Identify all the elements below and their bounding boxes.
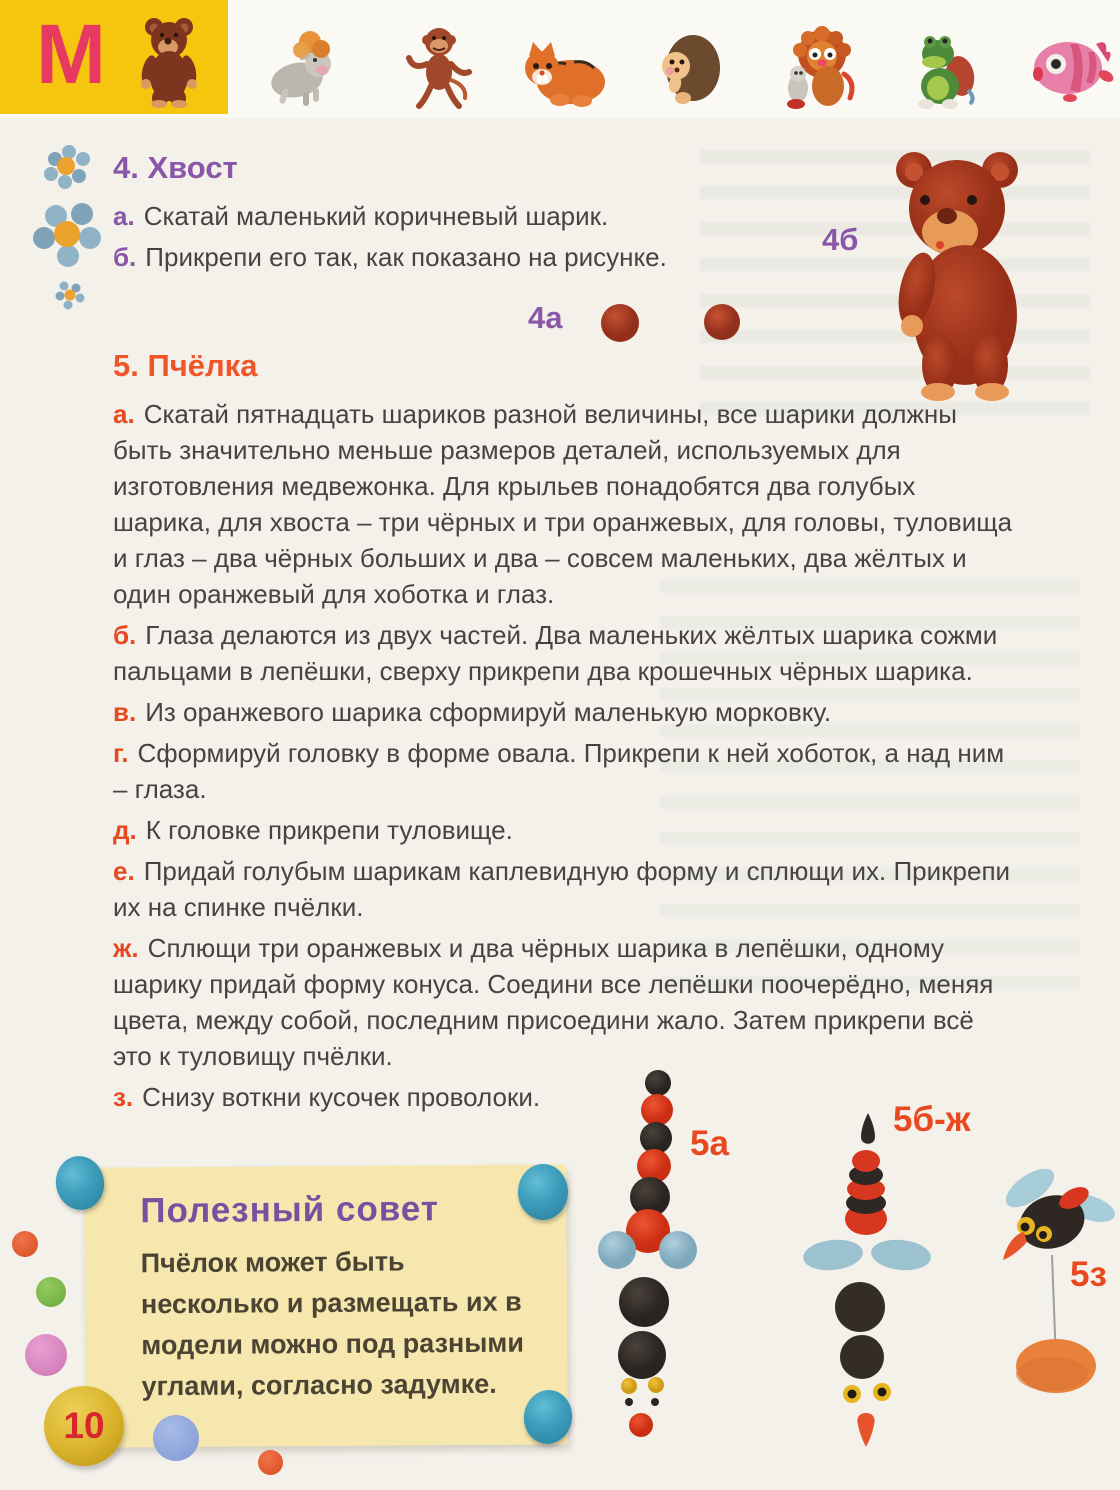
fish-icon bbox=[1026, 32, 1116, 106]
step-item bbox=[113, 239, 853, 275]
tip-box bbox=[84, 1164, 568, 1447]
step-item bbox=[113, 396, 1018, 612]
section-tail bbox=[113, 150, 853, 280]
step-text: Снизу воткни кусочек проволоки. bbox=[142, 1082, 541, 1112]
logo-letter: М bbox=[36, 7, 106, 101]
step-item bbox=[113, 812, 1018, 848]
step-text: Из оранжевого шарика сформируй маленькую морковку. bbox=[145, 697, 832, 727]
monkey-icon bbox=[395, 24, 480, 112]
figure-label-5b-zh: 5б-ж bbox=[893, 1100, 971, 1139]
flower-decorations-icon bbox=[28, 138, 114, 318]
plasticine-ball-orange bbox=[258, 1450, 283, 1475]
step-text: Скатай маленький коричневый шарик. bbox=[143, 201, 609, 231]
step-lead: ж. bbox=[113, 933, 139, 963]
bee-parts-figure bbox=[585, 1060, 735, 1450]
step-lead: б. bbox=[113, 242, 137, 272]
crocodile-icon bbox=[898, 24, 988, 112]
step-lead: б. bbox=[113, 620, 137, 650]
step-lead: з. bbox=[113, 1082, 134, 1112]
cat-icon bbox=[516, 30, 616, 110]
step-lead: в. bbox=[113, 697, 137, 727]
plasticine-pin-icon bbox=[518, 1164, 568, 1220]
step-text: К головке прикрепи туловище. bbox=[145, 815, 513, 845]
step-item bbox=[113, 853, 1018, 925]
step-lead: г. bbox=[113, 738, 129, 768]
header-band bbox=[0, 0, 1120, 118]
step-lead: а. bbox=[113, 399, 135, 429]
plasticine-ball-green bbox=[36, 1277, 66, 1307]
goat-icon bbox=[255, 26, 345, 110]
section-tail-title: 4. Хвост bbox=[113, 150, 238, 185]
plasticine-ball-blue bbox=[153, 1415, 199, 1461]
plasticine-ball-orange bbox=[12, 1231, 38, 1257]
figure-label-4a: 4а bbox=[528, 300, 563, 335]
figure-label-4b: 4б bbox=[822, 222, 859, 257]
figure-label-5z: 5з bbox=[1070, 1255, 1107, 1294]
step-lead: д. bbox=[113, 815, 137, 845]
step-item bbox=[113, 617, 1018, 689]
finished-bee-figure bbox=[990, 1160, 1120, 1410]
step-item bbox=[113, 735, 1018, 807]
step-lead: е. bbox=[113, 856, 135, 886]
lion-icon bbox=[770, 22, 865, 114]
step-item bbox=[113, 694, 1018, 730]
step-item bbox=[113, 198, 853, 234]
step-text: Глаза делаются из двух частей. Два маленьких жёлтых шарика сожми пальцами в лепёшки, сверху прикрепи два крошечных чёрных шарика. bbox=[113, 620, 998, 686]
step-text: Сформируй головку в форме овала. Прикрепи к ней хоботок, а над ним – глаза. bbox=[113, 738, 1005, 804]
step-text: Сплющи три оранжевых и два чёрных шарика в лепёшки, одному шарику придай форму конуса. Соедини все лепёшки поочерёдно, меняя цвета, между собой, последним присоедини жало. Затем прикрепи всё это к туловищу пчёлки. bbox=[113, 933, 994, 1071]
section-bee bbox=[113, 348, 1018, 1120]
plasticine-ball-pink bbox=[25, 1334, 67, 1376]
page-number: 10 bbox=[63, 1405, 105, 1446]
bee-assembly-figure bbox=[800, 1095, 940, 1455]
step-text: Прикрепи его так, как показано на рисунке. bbox=[145, 242, 667, 272]
figure-label-5a: 5а bbox=[690, 1124, 729, 1163]
tip-text: Пчёлок может быть несколько и размещать их в модели можно под разными углами, согласно задумке. bbox=[140, 1246, 525, 1402]
brown-balls-figure bbox=[595, 298, 755, 350]
tip-title: Полезный совет bbox=[140, 1189, 440, 1231]
section-bee-title: 5. Пчёлка bbox=[113, 348, 258, 383]
hedgehog-icon bbox=[645, 22, 730, 112]
logo-box bbox=[0, 0, 228, 114]
step-item bbox=[113, 930, 1018, 1074]
step-text: Придай голубым шарикам каплевидную форму и сплющи их. Прикрепи их на спинке пчёлки. bbox=[113, 856, 1011, 922]
page-number-ball bbox=[44, 1386, 124, 1466]
step-text: Скатай пятнадцать шариков разной величины, все шарики должны быть значительно меньше размеров деталей, используемых для изготовления медвежонка. Для крыльев понадобятся два голубых шарика, для хвоста – три чёрных и три оранжевых, для головы, туловища и глаз – два чёрных больших и два – совсем маленьких, два жёлтых и один оранжевый для хоботка и глаз. bbox=[113, 399, 1013, 609]
step-lead: а. bbox=[113, 201, 135, 231]
teddy-bear-icon bbox=[128, 12, 210, 108]
